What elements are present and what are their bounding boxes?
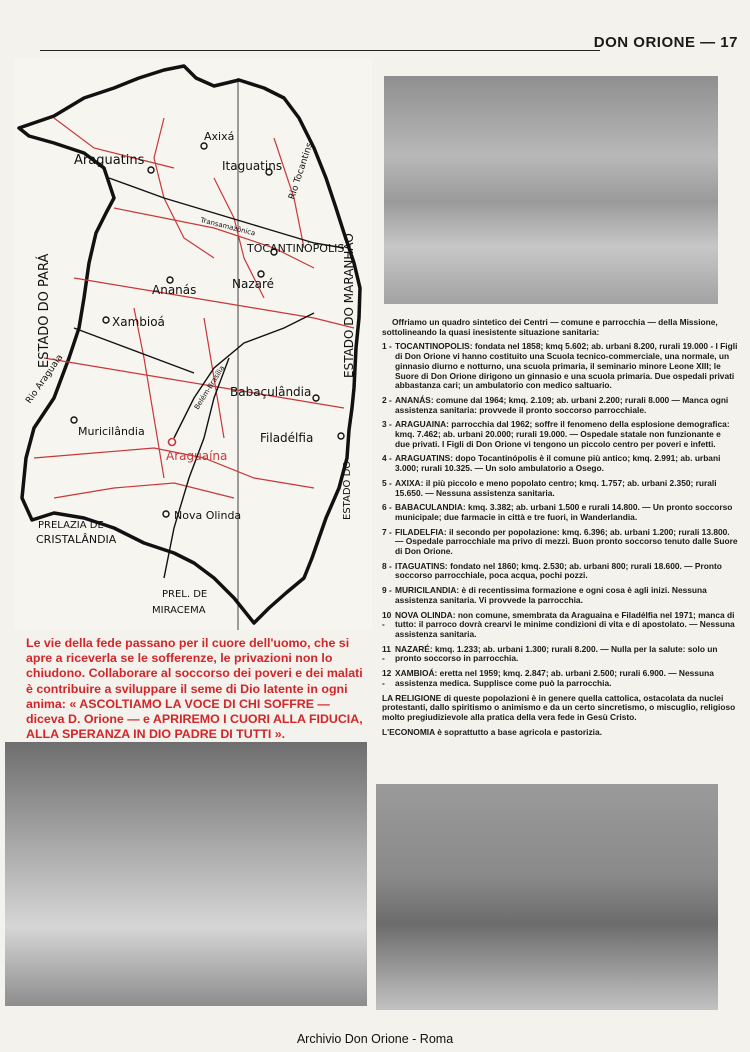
map-label-belem-brasilia: Belém-Brasília — [192, 364, 227, 412]
entry-body — [395, 562, 738, 581]
red-caption: Le vie della fede passano per il cuore dell'uomo, che si apre a riceverla se le sofferenze, le privazioni non lo chiudono. Collaborare al soccorso dei poveri e dei malati è contribuire a sviluppare il seme di Dio latente in ogni anima: « ASCOLTIAMO LA VOCE DI CHI SOFFRE — diceva D. Orione — e APRIREMO I CUORI ALLA FIDUCIA, ALLA SPERANZA IN DIO PADRE DI TUTTI ». — [26, 636, 363, 742]
center-entry — [382, 342, 738, 391]
entry-number: 11 - — [382, 643, 391, 664]
center-entry — [382, 479, 738, 498]
entry-name: XAMBIOÁ: — [395, 668, 438, 679]
photo-children-at-table — [5, 742, 367, 1006]
entry-name: TOCANTINOPOLIS: — [395, 341, 473, 352]
entry-body — [395, 611, 738, 640]
entry-number: 12 - — [382, 668, 392, 688]
page-header: DON ORIONE — 17 — [593, 34, 738, 51]
map-label-tocantinopolis: TOCANTINÓPOLIS — [247, 242, 345, 255]
entry-number: 3 - — [382, 419, 392, 430]
entry-number: 10 - — [382, 609, 392, 630]
map-label-do-maranhao-lower: ESTADO DO — [342, 460, 353, 520]
map-label-araguaina: Araguaína — [166, 449, 228, 463]
center-entry — [382, 645, 738, 664]
entry-name: ITAGUATINS: — [395, 560, 448, 571]
map-label-xambioa: Xambioá — [112, 315, 165, 329]
entry-text: kmq. 1.233; ab. urbani 1.300; rurali 8.200. — Nulla per la salute: solo un pronto soccorso in parrocchia. — [395, 643, 718, 664]
entry-text: parrocchia dal 1962; soffre il fenomeno della esplosione demografica: kmq. 7.462; ab. urbani 20.000; rurali 19.000. — Ospedale statale non funzionante e due privati. I Figli di Don Orione vi tengono un piccolo centro per poveri e infetti. — [395, 419, 730, 449]
entry-text: non comune, smembrata da Araguaina e Filadélfia nel 1971; manca di tutto: il parroco dovrà crearvi le minime condizioni di vita e di apostolato. — Nessuna assistenza sanitaria. — [395, 609, 735, 639]
entry-body — [395, 669, 738, 688]
entry-name: NOVA OLINDA: — [395, 609, 456, 620]
entry-body — [395, 586, 738, 605]
map-label-prelazia-2: CRISTALÂNDIA — [36, 533, 117, 546]
center-entry — [382, 562, 738, 581]
economia-head: L'ECONOMIA — [382, 726, 435, 737]
entry-text: il più piccolo e meno popolato centro; kmq. 1.757; ab. urbani 2.350; rurali 15.650. — Nessuna assistenza sanitaria. — [395, 477, 717, 498]
center-entry — [382, 454, 738, 473]
map-label-araguatins: Araguatins — [74, 153, 145, 168]
map-label-prel-2: MIRACEMA — [152, 605, 206, 616]
religione-text: di queste popolazioni è in genere quella cattolica, ostacolata da nuclei protestanti, dallo spiritismo o animismo e da un certo sincretismo, o miscuglio, religioso molto pregiudizievole alla pratica della vera fede in Gesù Cristo. — [382, 692, 736, 722]
map-label-prelazia-1: PRELAZIA DE — [38, 520, 104, 531]
entry-body — [395, 528, 738, 557]
photo-village-huts — [376, 784, 718, 1010]
entry-name: MURICILANDIA: — [395, 585, 460, 596]
center-entry — [382, 586, 738, 605]
economia-paragraph — [382, 728, 738, 738]
entry-text: fondata nel 1858; kmq 5.602; ab. urbani 8.200, rurali 19.000 - I Figli di Don Orione vi hanno costituito una Scuola tecnico-commerciale, una normale, un ginnasio diurno e notturno, una scuola primaria, il seminario minore Leone XIII; le Suore di Don Orione dirigono un ginnasio e una scuola primaria. Due ospedali privati abbastanza cari; un ambulatorio con medico saltuario. — [395, 341, 738, 391]
entry-name: FILADELFIA: — [395, 526, 447, 537]
entry-text: comune dal 1964; kmq. 2.109; ab. urbani 2.200; rurali 8.000 — Manca ogni assistenza sanitaria: provvede il pronto soccorso parrocchiale. — [395, 394, 729, 415]
article-intro: Offriamo un quadro sintetico dei Centri — comune e parrocchia — della Missione, sottolineando la quasi inesistente situazione sanitaria: — [382, 317, 718, 337]
entry-number: 6 - — [382, 502, 392, 513]
religione-head: LA RELIGIONE — [382, 692, 442, 703]
center-entry — [382, 611, 738, 640]
entry-body — [395, 420, 738, 449]
map-label-itaguatins: Itaguatins — [222, 159, 283, 173]
center-entry — [382, 669, 738, 688]
entry-name: ARAGUATINS: — [395, 453, 453, 464]
entry-number: 4 - — [382, 453, 392, 464]
map-label-babaculandia: Babaçulândia — [230, 385, 312, 399]
map-label-nazare: Nazaré — [232, 277, 275, 291]
map-label-nova-olinda: Nova Olinda — [174, 509, 242, 522]
entry-number: 2 - — [382, 394, 392, 405]
center-entry — [382, 420, 738, 449]
entry-body — [395, 645, 738, 664]
entry-body — [395, 342, 738, 391]
entry-text: il secondo per popolazione: kmq. 6.396; ab. urbani 1.200; rurali 13.800. — Ospedale parrocchiale ma privo di mezzi. Buon pronto soccorso tenuto dalle Suore di Don Orione. — [395, 526, 738, 557]
map-label-filadelfia: Filadélfia — [260, 431, 314, 445]
article-text — [382, 318, 738, 742]
entry-text: eretta nel 1959; kmq. 2.847; ab. urbani 2.500; rurali 6.900. — Nessuna assistenza medica. Supplisce come può la parrocchia. — [395, 668, 714, 688]
entry-name: BABACULANDIA: — [395, 502, 466, 513]
map-label-para: ESTADO DO PARÁ — [37, 253, 52, 368]
entry-name: NAZARÉ: — [395, 643, 433, 654]
entry-name: AXIXA: — [395, 477, 424, 488]
map-label-maranhao: ESTADO DO MARANHÃO — [342, 233, 356, 378]
map-label-rio-tocantins: Rio Tocantins — [287, 141, 316, 201]
photo-missionaries-on-mules — [384, 76, 718, 304]
entry-text: fondato nel 1860; kmq. 2.530; ab. urbani 800; rurali 18.600. — Pronto soccorso parrocchiale, poca acqua, pochi pozzi. — [395, 560, 722, 581]
entry-text: kmq. 3.382; ab. urbani 1.500 e rurali 14.800. — Un pronto soccorso municipale; due farmacie in città e tre fuori, in Wanderlandia. — [395, 502, 733, 522]
entry-text: dopo Tocantinópolis è il comune più antico; kmq. 2.991; ab. urbani 3.000; rurali 10.325. — Un solo ambulatorio a Osego. — [395, 453, 721, 474]
entry-number: 9 - — [382, 585, 392, 596]
entry-text: è di recentissima formazione e ogni cosa è agli inizi. Nessuna assistenza sanitaria. Vi provvede la parrocchia. — [395, 585, 707, 605]
entry-number: 7 - — [382, 526, 392, 537]
entry-number: 8 - — [382, 560, 392, 571]
map-label-muricilandia: Muricilândia — [78, 425, 145, 438]
entry-name: ANANÁS: — [395, 394, 434, 405]
entry-body — [395, 479, 738, 498]
center-entry — [382, 528, 738, 557]
center-entry — [382, 503, 738, 522]
map-label-prel-1: PREL. DE — [162, 589, 208, 600]
mission-map — [14, 58, 372, 630]
center-entry — [382, 396, 738, 415]
entry-body — [395, 454, 738, 473]
map-label-rio-araguaia: Rio Araguaia — [24, 352, 66, 406]
entry-body — [395, 503, 738, 522]
centers-list — [382, 342, 738, 688]
entry-body — [395, 396, 738, 415]
map-label-ananas: Ananás — [152, 283, 197, 297]
header-rule — [40, 50, 600, 51]
map-label-axixa: Axixá — [204, 130, 235, 143]
economia-text: è soprattutto a base agricola e pastorizia. — [437, 726, 602, 737]
entry-number: 1 - — [382, 341, 392, 352]
map-label-transamazonica: Transamazônica — [199, 216, 257, 238]
footer-archive: Archivio Don Orione - Roma — [296, 1032, 454, 1046]
religione-paragraph — [382, 694, 738, 723]
entry-number: 5 - — [382, 477, 392, 488]
entry-name: ARAGUAINA: — [395, 419, 449, 430]
